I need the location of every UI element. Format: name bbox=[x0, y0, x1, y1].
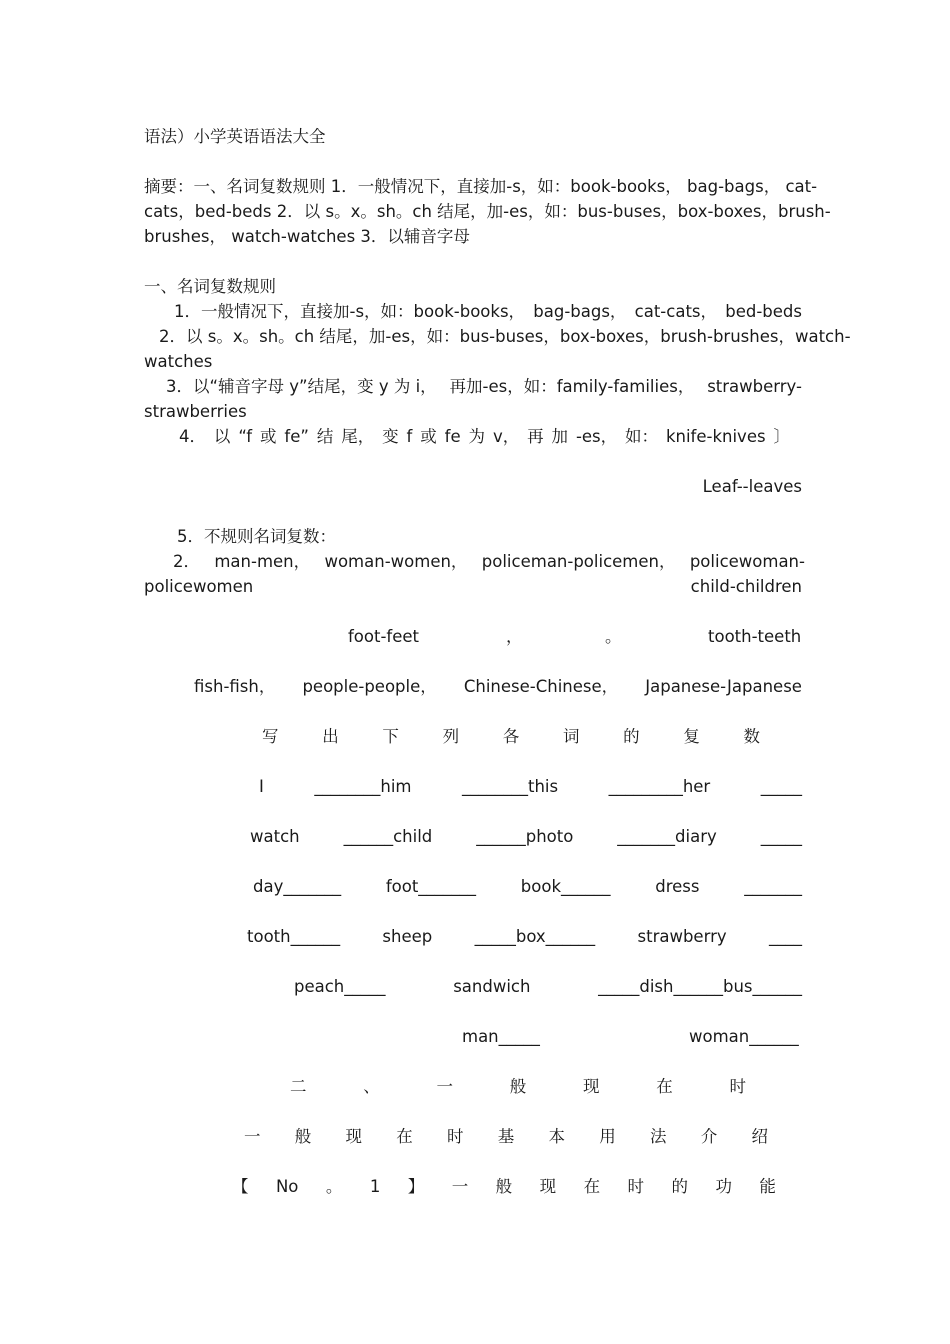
exercise-item: _____ bbox=[760, 827, 802, 846]
irregular-word: man-men， bbox=[214, 552, 311, 571]
heading-char: 时 bbox=[729, 1077, 746, 1096]
irregular-word: foot-feet bbox=[348, 627, 420, 646]
irregular-word: policeman-policemen， bbox=[481, 552, 676, 571]
heading-char: 在 bbox=[656, 1077, 673, 1096]
rule3-part: 3．以“辅音字母 y”结尾，变 y 为 i， bbox=[166, 377, 437, 396]
summary-line-3: brushes， watch-watches 3．以辅音字母 bbox=[144, 227, 470, 246]
exercise-item: sandwich bbox=[453, 977, 531, 996]
heading-char: 1 bbox=[369, 1177, 381, 1196]
heading-char: 用 bbox=[599, 1127, 616, 1146]
heading-char: 般 bbox=[495, 1177, 513, 1196]
irregular-word: policewoman- bbox=[689, 552, 805, 571]
rule3-line bbox=[166, 374, 802, 399]
heading-char: 功 bbox=[715, 1177, 732, 1196]
rule3-part: 再加-es，如：family-families， bbox=[449, 377, 695, 396]
rule5-heading: 5．不规则名词复数： bbox=[177, 527, 336, 546]
rule4-part: v， bbox=[492, 427, 520, 446]
heading-char: 时 bbox=[447, 1127, 464, 1146]
heading-char: 在 bbox=[583, 1177, 601, 1196]
irregular-word: 。 bbox=[605, 627, 622, 646]
heading-char: 基 bbox=[497, 1127, 515, 1146]
rule4-part: knife-knives bbox=[665, 427, 766, 446]
exercise-item: ____ bbox=[768, 927, 802, 946]
heading-char: 复 bbox=[683, 727, 700, 746]
exercise-item: sheep bbox=[382, 927, 433, 946]
leaf-line: Leaf--leaves bbox=[702, 477, 802, 496]
exercise-item: ________him bbox=[314, 777, 412, 796]
rule4-part: -es， bbox=[575, 427, 618, 446]
exercise-item: _______diary bbox=[617, 827, 717, 846]
rule2-line: 2．以 s。x。sh。ch 结尾，加-es，如：bus-buses，box-boxes，brush-brushes，watch- bbox=[159, 327, 851, 346]
rule4-part: 以 bbox=[213, 427, 231, 446]
heading-char: 一 bbox=[436, 1077, 453, 1096]
rule1-part: cat-cats， bbox=[634, 302, 718, 321]
exercise-row-3 bbox=[253, 874, 802, 899]
exercise-item: peach_____ bbox=[294, 977, 386, 996]
rule4-part: 尾， bbox=[341, 427, 375, 446]
heading-char: 般 bbox=[294, 1127, 312, 1146]
rule4-part: 变 bbox=[382, 427, 399, 446]
irregular-word: tooth-teeth bbox=[708, 627, 802, 646]
irregular-line-4 bbox=[194, 674, 802, 699]
exercise-row-5 bbox=[294, 974, 802, 999]
rule4-part: 4． bbox=[179, 427, 206, 446]
heading-char: 数 bbox=[743, 727, 760, 746]
exercise-item: watch bbox=[250, 827, 300, 846]
heading-char: 下 bbox=[382, 727, 399, 746]
exercise-item: ________this bbox=[461, 777, 559, 796]
irregular-word: woman-women， bbox=[324, 552, 468, 571]
rule3-continuation: strawberries bbox=[144, 402, 247, 421]
exercise-item: I bbox=[259, 777, 264, 796]
heading-char: 能 bbox=[759, 1177, 776, 1196]
exercise-item: _____box______ bbox=[474, 927, 596, 946]
exercise-item: ______photo bbox=[476, 827, 574, 846]
rule4-part: 如： bbox=[625, 427, 659, 446]
heading-char: 法 bbox=[650, 1127, 667, 1146]
exercise-row-2 bbox=[250, 824, 802, 849]
rule4-part: 〕 bbox=[773, 427, 790, 446]
exercise-item: man_____ bbox=[462, 1027, 540, 1046]
heading-char: 列 bbox=[442, 727, 460, 746]
exercise-row-4 bbox=[247, 924, 802, 949]
rule4-part: “f bbox=[238, 427, 253, 446]
exercise-item: tooth______ bbox=[247, 927, 341, 946]
exercise-item: _________her bbox=[608, 777, 711, 796]
irregular-word: ， bbox=[506, 627, 523, 646]
exercise-item: ______child bbox=[343, 827, 433, 846]
rule4-part: f bbox=[406, 427, 413, 446]
rule4-part: 再 bbox=[527, 427, 544, 446]
heading-char: 在 bbox=[396, 1127, 413, 1146]
heading-char: 绍 bbox=[751, 1127, 768, 1146]
heading-char: 一 bbox=[244, 1127, 261, 1146]
exercise-item: foot_______ bbox=[385, 877, 477, 896]
exercise-item: strawberry bbox=[637, 927, 727, 946]
exercise-item: _____dish______bus______ bbox=[598, 977, 802, 996]
irregular-line-2 bbox=[144, 574, 802, 599]
heading-char: 现 bbox=[539, 1177, 557, 1196]
exercise-heading bbox=[262, 724, 760, 749]
rule3-part: strawberry- bbox=[707, 377, 802, 396]
rule4-part: 加 bbox=[551, 427, 569, 446]
exercise-item: book______ bbox=[520, 877, 611, 896]
heading-char: 时 bbox=[627, 1177, 645, 1196]
exercise-item: woman______ bbox=[689, 1027, 799, 1046]
exercise-item: day_______ bbox=[253, 877, 342, 896]
heading-char: 各 bbox=[502, 727, 520, 746]
heading-char: 的 bbox=[671, 1177, 688, 1196]
exercise-item: dress bbox=[655, 877, 700, 896]
heading-char: 、 bbox=[363, 1077, 380, 1096]
irregular-word: child-children bbox=[690, 577, 802, 596]
exercise-item: _______ bbox=[744, 877, 802, 896]
rule4-part: fe” bbox=[284, 427, 309, 446]
section1-heading: 一、名词复数规则 bbox=[144, 277, 276, 296]
irregular-word: Japanese-Japanese bbox=[645, 677, 802, 696]
irregular-word: Chinese-Chinese， bbox=[463, 677, 619, 696]
irregular-line-1 bbox=[173, 549, 805, 574]
rule4-part: fe bbox=[444, 427, 461, 446]
rule2-continuation: watches bbox=[144, 352, 213, 371]
heading-char: 的 bbox=[623, 727, 640, 746]
rule1-part: 1．一般情况下，直接加-s，如：book-books， bbox=[174, 302, 526, 321]
rule1-part: bed-beds bbox=[725, 302, 802, 321]
rule4-part: 或 bbox=[420, 427, 437, 446]
rule4-part: 或 bbox=[260, 427, 277, 446]
doc-title: 语法）小学英语语法大全 bbox=[144, 127, 326, 146]
heading-char: 词 bbox=[562, 727, 580, 746]
exercise-row-1 bbox=[259, 774, 802, 799]
irregular-word: fish-fish， bbox=[194, 677, 276, 696]
heading-char: 本 bbox=[548, 1127, 565, 1146]
rule4-part: 结 bbox=[316, 427, 334, 446]
heading-char: 。 bbox=[325, 1177, 343, 1196]
heading-char: 一 bbox=[451, 1177, 469, 1196]
irregular-word: policewomen bbox=[144, 577, 254, 596]
exercise-item: _____ bbox=[760, 777, 802, 796]
heading-char: 现 bbox=[345, 1127, 362, 1146]
heading-char: 】 bbox=[407, 1177, 425, 1196]
heading-char: 【 bbox=[232, 1177, 249, 1196]
heading-char: 写 bbox=[262, 727, 279, 746]
section2-heading bbox=[290, 1074, 746, 1099]
rule4-line bbox=[179, 424, 790, 449]
irregular-word: people-people， bbox=[302, 677, 437, 696]
heading-char: 介 bbox=[700, 1127, 718, 1146]
summary-line-1: 摘要：一、名词复数规则 1．一般情况下，直接加-s，如：book-books， bag-bags， cat- bbox=[144, 177, 818, 196]
heading-char: 出 bbox=[322, 727, 339, 746]
rule1-part: bag-bags， bbox=[533, 302, 627, 321]
summary-line-2: cats，bed-beds 2．以 s。x。sh。ch 结尾，加-es，如：bus-buses，box-boxes，brush- bbox=[144, 202, 831, 221]
rule1-line bbox=[174, 299, 802, 324]
heading-char: No bbox=[275, 1177, 299, 1196]
no1-heading bbox=[232, 1174, 776, 1199]
rule4-part: 为 bbox=[468, 427, 486, 446]
heading-char: 二 bbox=[290, 1077, 307, 1096]
heading-char: 现 bbox=[583, 1077, 600, 1096]
irregular-word: 2． bbox=[173, 552, 200, 571]
heading-char: 般 bbox=[509, 1077, 527, 1096]
intro-heading bbox=[244, 1124, 768, 1149]
